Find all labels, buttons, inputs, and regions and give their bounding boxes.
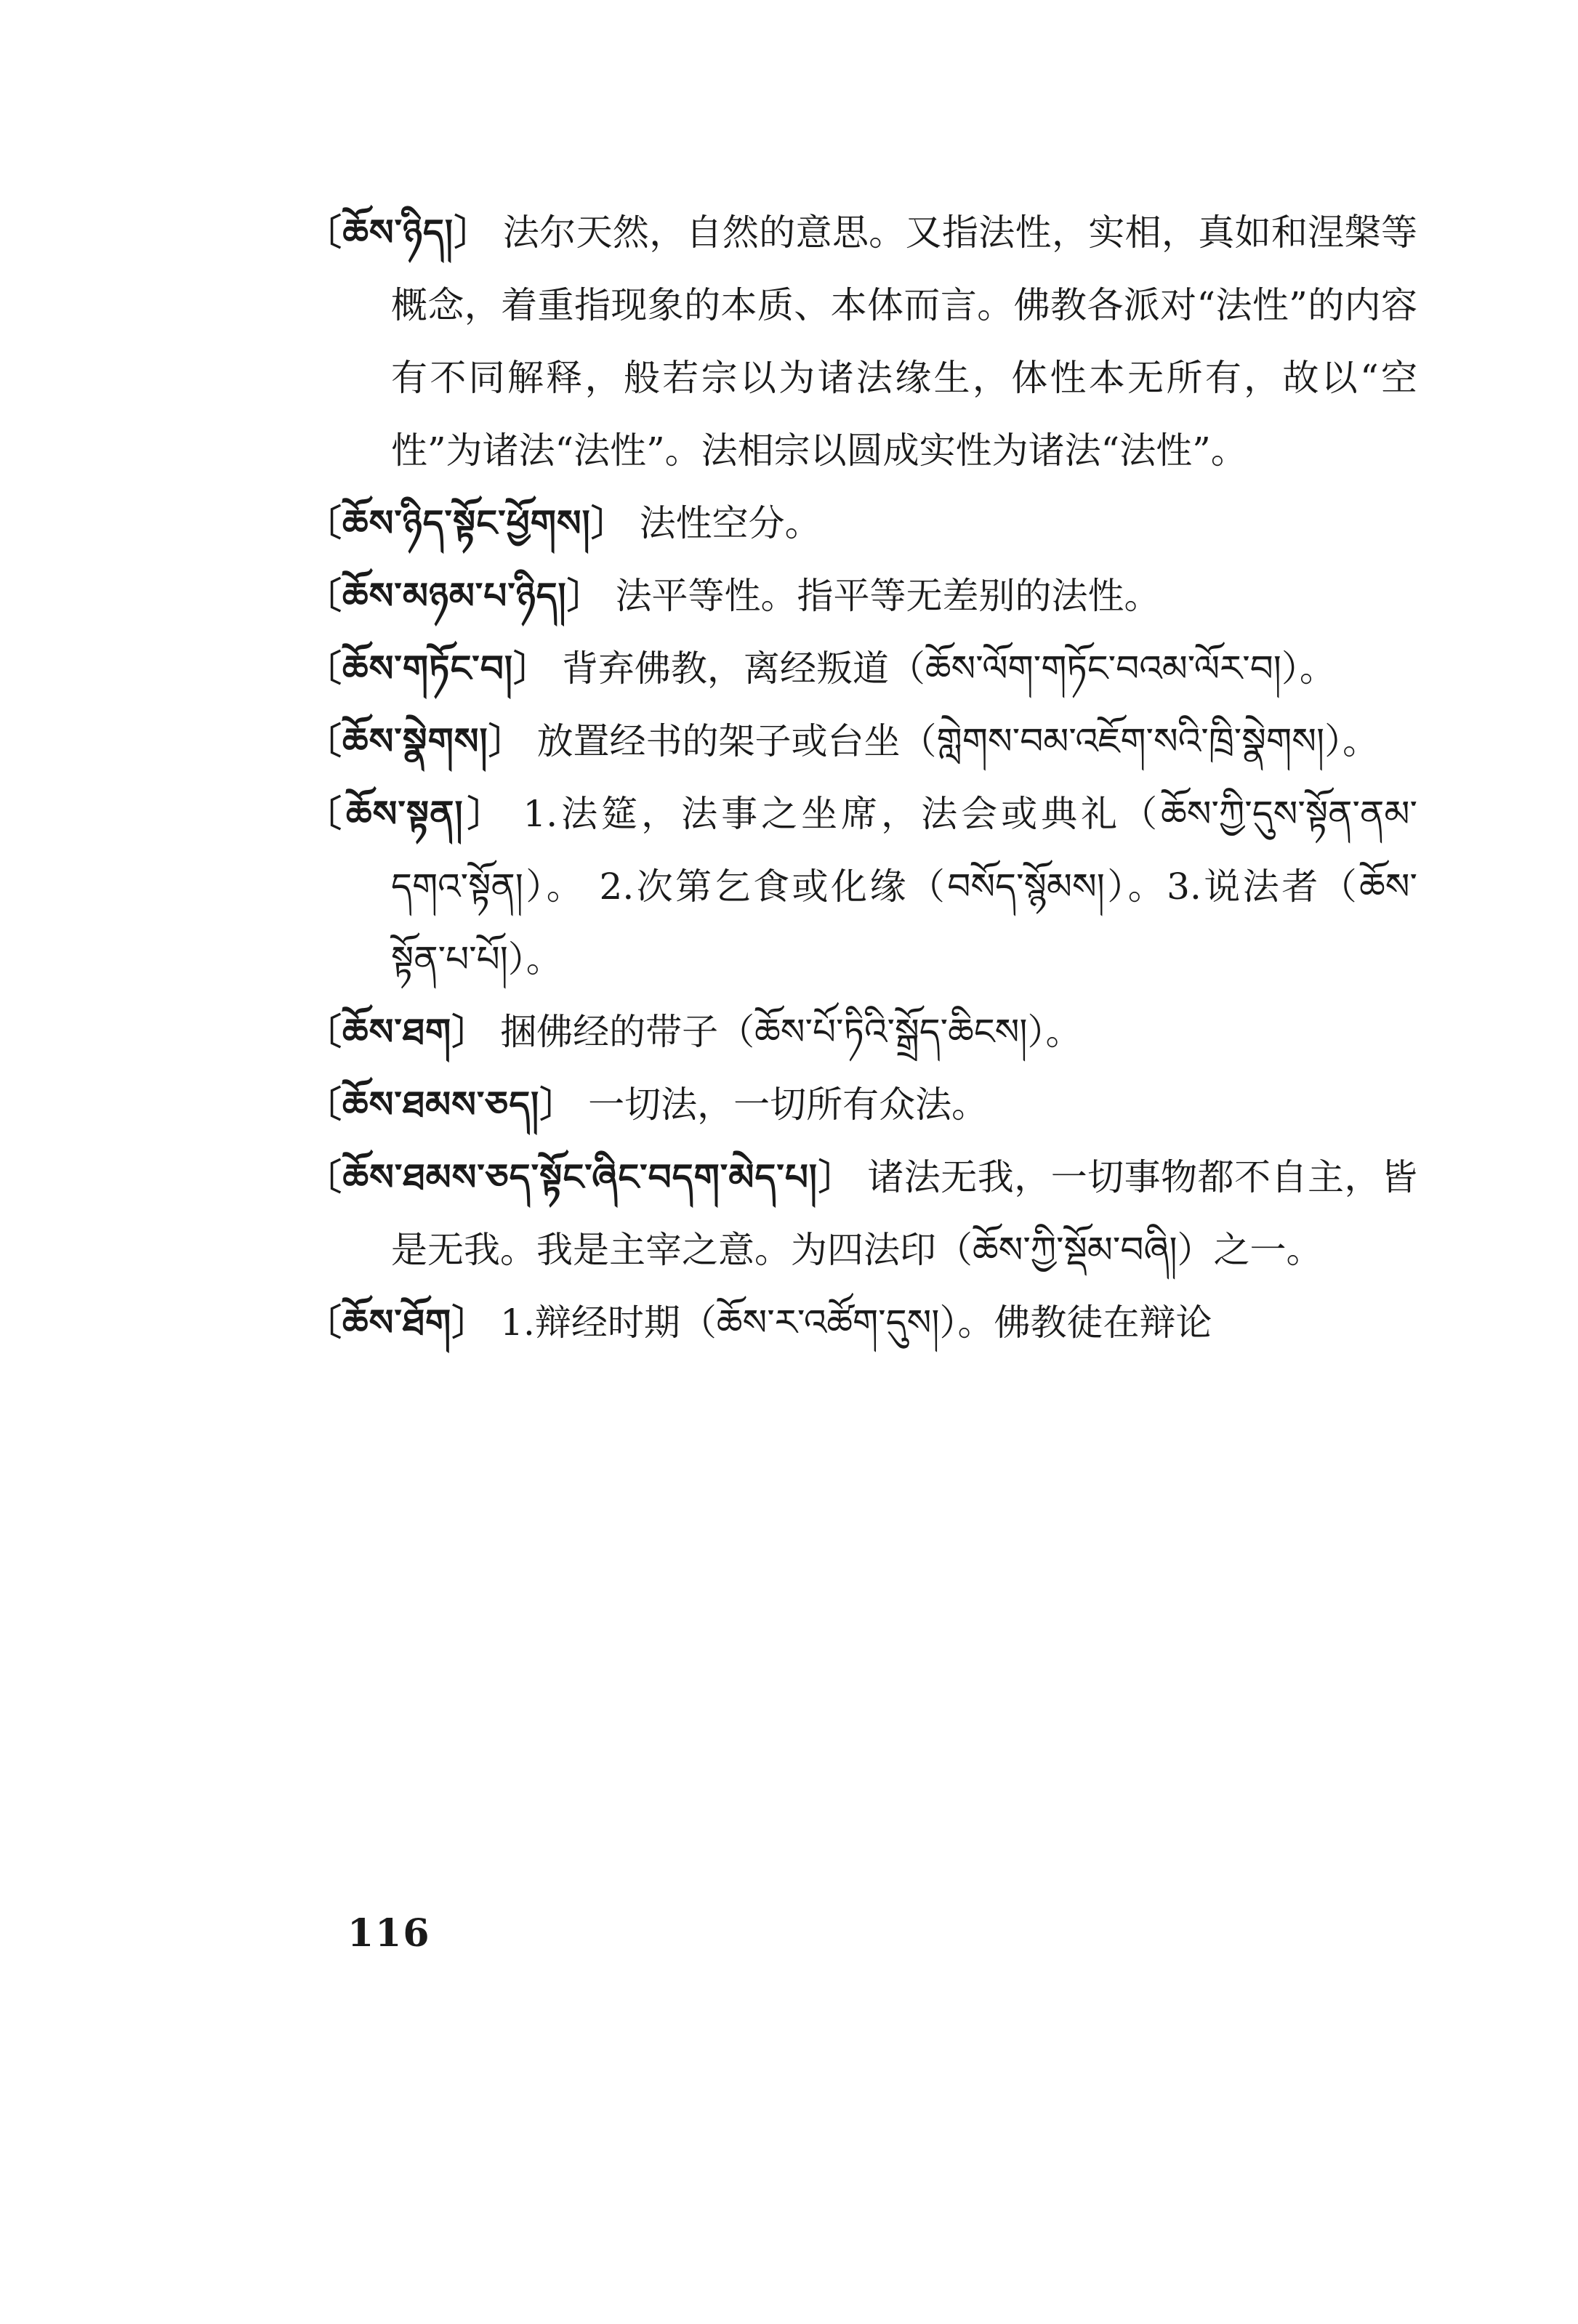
entry-headword: 〔ཆོས་སྟན།〕 bbox=[305, 792, 508, 835]
entry-definition: 背弃佛教，离经叛道（ཆོས་ལོག་གཏོང་བའམ་ལོར་བ།）。 bbox=[561, 647, 1336, 690]
dictionary-entry bbox=[305, 705, 1417, 778]
entry-definition: 法性空分。 bbox=[639, 502, 821, 544]
dictionary-entry bbox=[305, 560, 1417, 632]
entry-headword: 〔ཆོས་ཐམས་ཅད།〕 bbox=[305, 1083, 577, 1126]
dictionary-entry bbox=[305, 1141, 1417, 1286]
dictionary-entry bbox=[305, 196, 1417, 487]
entry-headword: 〔ཆོས་ཐག〕 bbox=[305, 1010, 489, 1053]
entry-headword: 〔ཆོས་ཐོག〕 bbox=[305, 1301, 489, 1344]
entry-definition: 1.辩经时期（ཆོས་ར་འཚོག་དུས།）。佛教徒在辩论 bbox=[500, 1302, 1212, 1344]
entry-list bbox=[305, 196, 1417, 1359]
dictionary-entry bbox=[305, 996, 1417, 1068]
entry-headword: 〔ཆོས་ཉིད།〕 bbox=[305, 211, 491, 254]
dictionary-entry bbox=[305, 632, 1417, 705]
entry-definition: 一切法，一切所有众法。 bbox=[588, 1084, 989, 1126]
entry-definition: 1.法筵，法事之坐席，法会或典礼（ཆོས་ཀྱི་དུས་སྟོན་ནམ་དགའ་སྟོན།）。 2.次第乞食或化缘（བསོད་སྙོམས།）。3.说法者（ཆོས་སྟོན་པ་པོ།）。 bbox=[391, 793, 1417, 980]
entry-headword: 〔ཆོས་མཉམ་པ་ཉིད།〕 bbox=[305, 574, 604, 617]
entry-definition: 捆佛经的带子（ཆོས་པོ་ཏིའི་སྒྲོད་ཆིངས།）。 bbox=[500, 1011, 1082, 1053]
page-number: 116 bbox=[347, 1911, 431, 1956]
entry-headword: 〔ཆོས་སྣེགས།〕 bbox=[305, 719, 526, 762]
dictionary-entry bbox=[305, 487, 1417, 560]
entry-headword: 〔ཆོས་གཏོང་བ།〕 bbox=[305, 647, 550, 690]
entry-definition: 法平等性。指平等无差别的法性。 bbox=[615, 575, 1161, 617]
entry-headword: 〔ཆོས་ཉིད་སྟོང་ཕྱོགས།〕 bbox=[305, 501, 628, 544]
entry-definition: 放置经书的架子或台坐（གླེགས་བམ་འཇོག་སའི་ཁྲི་སྣེགས།）。 bbox=[536, 720, 1380, 762]
entry-definition: 诸法无我，一切事物都不自主，皆是无我。我是主宰之意。为四法印（ཆོས་ཀྱི་སྡོམ་བཞི།）之一。 bbox=[391, 1156, 1417, 1271]
dictionary-entry bbox=[305, 1286, 1417, 1359]
entry-headword: 〔ཆོས་ཐམས་ཅད་སྟོང་ཞིང་བདག་མེད་པ།〕 bbox=[305, 1155, 856, 1198]
entry-definition: 法尔天然，自然的意思。又指法性，实相，真如和涅槃等概念，着重指现象的本质、本体而言。佛教各派对“法性”的内容有不同解释，般若宗以为诸法缘生，体性本无所有，故以“空性”为诸法“法性”。法相宗以圆成实性为诸法“法性”。 bbox=[391, 211, 1417, 472]
dictionary-entry bbox=[305, 1068, 1417, 1141]
dictionary-entry bbox=[305, 778, 1417, 996]
